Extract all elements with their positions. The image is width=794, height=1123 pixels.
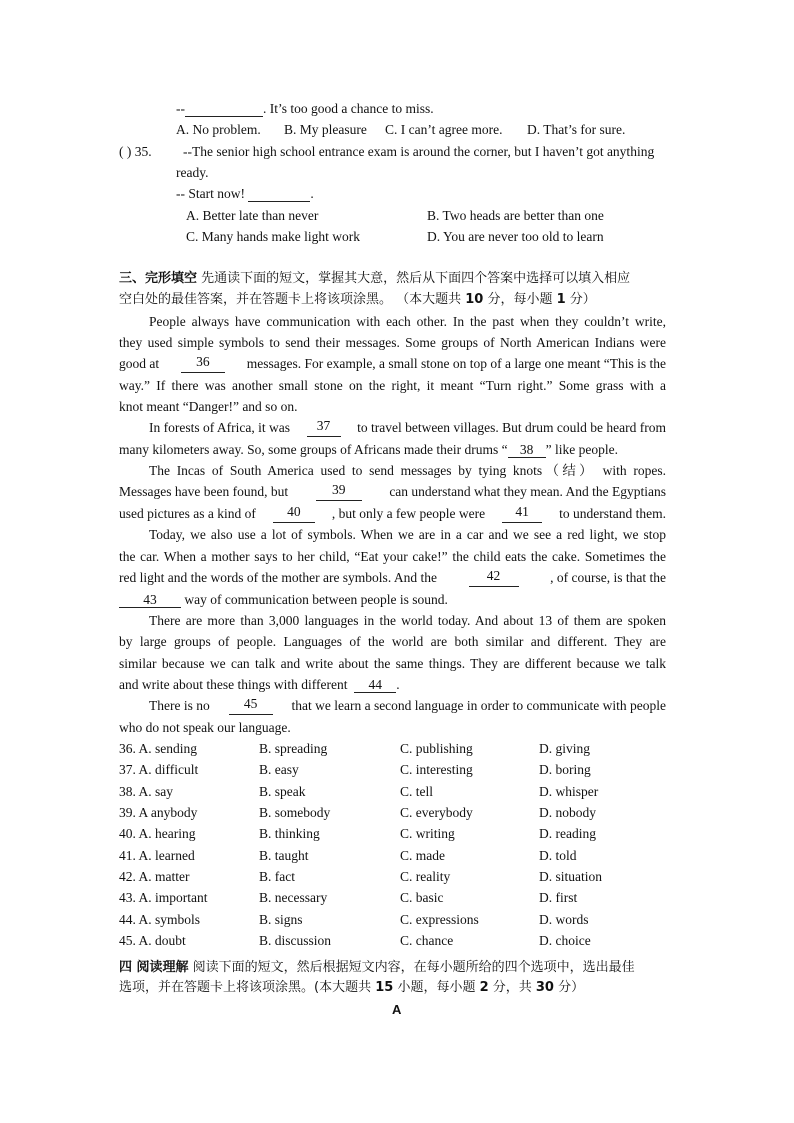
passage-p4l3a: red light and the words of the mother are symbols. And the [119,570,437,585]
choice-45-a: 45. A. doubt [119,933,186,948]
choice-36-b: B. spreading [259,741,328,756]
choice-44-a: 44. A. symbols [119,912,201,927]
passage-p3l2a: Messages have been found, but [119,484,289,499]
passage-p3-line1: The Incas of South America used to send messages by tying knots（结） with ropes. [149,463,666,478]
passage-p3-line2 [119,483,666,501]
q35-option-c: C. Many hands make light work [186,229,360,244]
section4-score-total: 30 [535,980,554,995]
passage-p2l2b: ” like people. [545,442,619,457]
choice-37-c: C. interesting [400,762,473,777]
choice-44-b: B. signs [259,912,303,927]
choice-43-b: B. necessary [259,890,328,905]
choice-42-c: C. reality [400,869,451,884]
choice-38-d: D. whisper [539,784,599,799]
choice-41-c: C. made [400,848,445,863]
choice-45-b: B. discussion [259,933,332,948]
q35-answer-blank [248,187,310,202]
section3-score-each: 1 [556,292,566,307]
choice-39-d: D. nobody [539,805,596,820]
choice-37-b: B. easy [259,762,299,777]
q35-option-b: B. Two heads are better than one [427,208,604,223]
section3-instructions-text1: 先通读下面的短文，掌握其大意，然后从下面四个答案中选择可以填入相应 [201,271,631,286]
q34-option-a: A. No problem. [176,122,261,137]
passage-p6l1a: There is no [149,698,210,713]
section4-instr2c: 小题，每小题 [393,980,480,995]
choice-39-c: C. everybody [400,805,473,820]
choice-43-a: 43. A. important [119,890,208,905]
passage-p2-line2 [119,441,618,459]
blank-45: 45 [229,697,273,715]
passage-p6l1b: that we learn a second language in order to communicate with people [291,698,666,713]
section4-instr2e: 分，共 [488,980,536,995]
passage-p3l3b: , but only a few people were [331,506,486,521]
passage-p1-line4: way.” If there was another small stone on the right, it meant “Turn right.” Some grass with a [119,378,666,393]
passage-p1l3b: messages. For example, a small stone on top of a large one meant “This is the [246,356,666,371]
choice-36-a: 36. A. sending [119,741,198,756]
blank-43: 43 [119,593,181,608]
section4-instructions-line1 [119,959,635,977]
choice-38-b: B. speak [259,784,306,799]
blank-38: 38 [508,443,546,458]
blank-36: 36 [181,355,225,373]
blank-42: 42 [469,569,519,587]
passage-p3l2b: can understand what they mean. And the Egyptians [389,484,666,499]
choice-41-b: B. taught [259,848,309,863]
choice-38-c: C. tell [400,784,433,799]
q35-answer-prefix: -- Start now! [176,186,245,201]
q35-option-d: D. You are never too old to learn [427,229,604,244]
passage-p2l1a: In forests of Africa, it was [149,420,290,435]
passage-p5l4b: . [396,677,400,692]
blank-41: 41 [502,505,542,523]
choice-41-a: 41. A. learned [119,848,195,863]
choice-36-c: C. publishing [400,741,473,756]
passage-p6-line2: who do not speak our language. [119,720,291,735]
passage-p1-line5: knot meant “Danger!” and so on. [119,399,298,414]
passage-p2-line1 [149,419,666,437]
section4-question-count: 15 [375,980,394,995]
q35-answer [176,185,314,203]
passage-p4-line3 [119,569,666,587]
passage-p2l2a: many kilometers away. So, some groups of Africans made their drums “ [119,442,508,457]
passage-p1-line2: they used simple symbols to send their messages. Some groups of North American Indians were [119,335,666,350]
choice-38-a: 38. A. say [119,784,173,799]
q34-option-d: D. That’s for sure. [527,122,626,137]
blank-39: 39 [316,483,362,501]
section4-heading: 四 阅读理解 [119,960,189,975]
choice-36-d: D. giving [539,741,591,756]
choice-42-d: D. situation [539,869,602,884]
q34-dialog [176,100,434,118]
section3-instr2e: 分） [565,292,596,307]
choice-40-d: D. reading [539,826,596,841]
passage-p4-line2: the car. When a mother says to her child, “Eat your cake!” the child eats the cake. Sometimes the [119,549,666,564]
choice-39-b: B. somebody [259,805,331,820]
section3-instr2a: 空白处的最佳答案，并在答题卡上将该项涂黑。 （本大题共 [119,292,466,307]
passage-p6-line1 [149,697,666,715]
choice-43-c: C. basic [400,890,444,905]
choice-37-d: D. boring [539,762,591,777]
choice-44-c: C. expressions [400,912,479,927]
blank-40: 40 [273,505,315,523]
passage-p1-line1: People always have communication with each other. In the past when they couldn’t write, [149,314,666,329]
choice-45-d: D. choice [539,933,591,948]
section3-instr2c: 分，每小题 [483,292,557,307]
choice-40-a: 40. A. hearing [119,826,196,841]
passage-p4-line4 [119,591,448,609]
choice-40-c: C. writing [400,826,455,841]
q35-bracket: ( ) 35. [119,144,152,159]
section4-instructions-line2 [119,979,584,997]
section4-instr2a: 选项，并在答题卡上将该项涂黑。(本大题共 [119,980,376,995]
passage-p2l1b: to travel between villages. But drum could be heard from [357,420,666,435]
q35-stem-line2: ready. [176,165,209,180]
passage-p3l3a: used pictures as a kind of [119,506,256,521]
choice-40-b: B. thinking [259,826,320,841]
passage-p4l3b: , of course, is that the [550,570,666,585]
passage-p4-line1: Today, we also use a lot of symbols. When we are in a car and we see a red light, we stop [149,527,666,542]
section3-instructions-line2 [119,291,596,309]
passage-p5-line4 [119,676,400,694]
passage-p5-line2: by large groups of people. Languages of the world are both similar and different. They are [119,634,666,649]
q34-dialog-rest: . It’s too good a chance to miss. [263,101,434,116]
choice-42-a: 42. A. matter [119,869,190,884]
section3-heading: 三、完形填空 [119,271,198,286]
passage-p3l3c: to understand them. [559,506,666,521]
section4-instr2g: 分） [553,980,585,995]
passage-p5-line1: There are more than 3,000 languages in the world today. And about 13 of them are spoken [149,613,666,628]
choice-42-b: B. fact [259,869,295,884]
passage-p5-line3: similar because we can talk and write about the same things. They are different because we talk [119,656,666,671]
choice-44-d: D. words [539,912,589,927]
choice-45-c: C. chance [400,933,454,948]
q34-dialog-prefix: -- [176,101,185,116]
passage-p5l4a: and write about these things with different [119,677,348,692]
blank-37: 37 [307,419,341,437]
choice-39-a: 39. A anybody [119,805,198,820]
passage-p4l4b: way of communication between people is sound. [184,592,448,607]
section3-score-total: 10 [465,292,484,307]
choice-41-d: D. told [539,848,577,863]
q34-option-c: C. I can’t agree more. [385,122,503,137]
q35-stem-line1: --The senior high school entrance exam is around the corner, but I haven’t got anything [183,144,655,159]
q34-option-b: B. My pleasure [284,122,367,137]
section4-score-each: 2 [479,980,489,995]
blank-44: 44 [354,678,396,693]
passage-p1l3a: good at [119,356,160,371]
q34-answer-blank [185,102,263,117]
q35-option-a: A. Better late than never [186,208,319,223]
section4-instructions-text1: 阅读下面的短文，然后根据短文内容，在每小题所给的四个选项中，选出最佳 [192,960,635,975]
choice-43-d: D. first [539,890,578,905]
choice-37-a: 37. A. difficult [119,762,199,777]
section3-instructions-line1 [119,270,630,288]
passage-p1-line3 [119,355,666,373]
q35-answer-suffix: . [310,186,314,201]
passage-p3-line3 [119,505,666,523]
part-a-label: A [392,1002,402,1017]
